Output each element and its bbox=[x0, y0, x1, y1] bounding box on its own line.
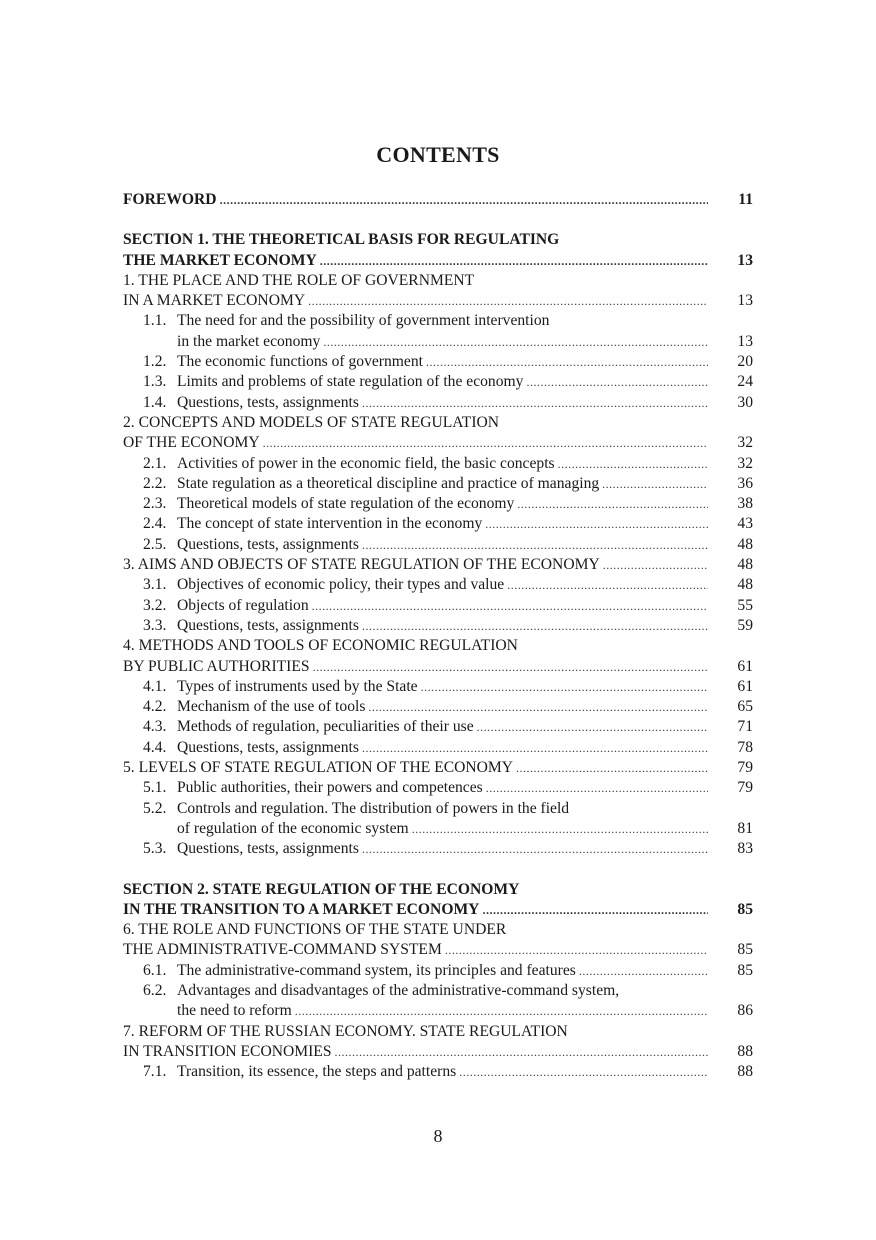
dot-leader bbox=[308, 291, 708, 311]
toc-entry-line: Controls and regulation. The distribution of powers in the field bbox=[177, 799, 570, 817]
toc-subsection-entry[interactable] bbox=[123, 514, 753, 534]
toc-entry-title bbox=[123, 575, 711, 595]
toc-entry-line: FOREWORD bbox=[123, 191, 217, 208]
dot-leader bbox=[426, 352, 708, 372]
toc-entry-line: THE ADMINISTRATIVE-COMMAND SYSTEM bbox=[123, 941, 442, 959]
dot-leader bbox=[313, 657, 708, 677]
toc-entry-line: OF THE ECONOMY bbox=[123, 434, 260, 452]
toc-entry-line: 1. THE PLACE AND THE ROLE OF GOVERNMENT bbox=[123, 271, 475, 289]
toc-page-number: 48 bbox=[737, 556, 753, 574]
toc-entry-line: the need to reform bbox=[177, 1002, 292, 1020]
toc-entry-title bbox=[123, 454, 711, 474]
toc-entry-line: The concept of state intervention in the economy bbox=[177, 515, 483, 533]
dot-leader bbox=[526, 372, 708, 392]
toc-subsection-entry[interactable] bbox=[123, 352, 753, 372]
toc-entry-line: Public authorities, their powers and competences bbox=[177, 779, 483, 797]
toc-entry-line: THE MARKET ECONOMY bbox=[123, 251, 317, 269]
toc-page-number: 71 bbox=[737, 718, 753, 736]
dot-leader bbox=[312, 596, 708, 616]
toc-entry-title bbox=[123, 636, 711, 677]
toc-page-number: 61 bbox=[737, 677, 753, 695]
dot-leader bbox=[516, 758, 708, 778]
toc-entry-number: 1.4. bbox=[143, 393, 167, 411]
toc-entry-line: Methods of regulation, peculiarities of their use bbox=[177, 718, 474, 736]
dot-leader bbox=[421, 677, 708, 697]
toc-entry-line: IN TRANSITION ECONOMIES bbox=[123, 1042, 332, 1060]
toc-page-number: 30 bbox=[737, 393, 753, 411]
toc-entry-title bbox=[123, 535, 711, 555]
dot-leader bbox=[362, 535, 708, 555]
toc-page-number: 59 bbox=[737, 616, 753, 634]
page-number: 8 bbox=[433, 1126, 443, 1146]
toc-page-number: 85 bbox=[737, 900, 753, 918]
toc-subsection-entry[interactable] bbox=[123, 372, 753, 392]
dot-leader bbox=[362, 839, 708, 859]
toc-entry-title bbox=[123, 717, 711, 737]
toc-entry-line: IN THE TRANSITION TO A MARKET ECONOMY bbox=[123, 900, 480, 918]
dot-leader bbox=[320, 251, 708, 271]
toc-entry-title bbox=[123, 981, 711, 1022]
toc-subsection-entry[interactable] bbox=[123, 311, 753, 352]
toc-subsection-entry[interactable] bbox=[123, 738, 753, 758]
toc-entry-number: 2.1. bbox=[143, 454, 167, 472]
toc-entry-line: Transition, its essence, the steps and patterns bbox=[177, 1063, 457, 1081]
toc-entry-number: 2.2. bbox=[143, 474, 167, 492]
dot-leader bbox=[335, 1042, 709, 1062]
toc-entry-line: Questions, tests, assignments bbox=[177, 535, 359, 553]
toc-entry-line: 3. AIMS AND OBJECTS OF STATE REGULATION OF THE ECONOMY bbox=[123, 556, 600, 574]
toc-chapter-entry[interactable] bbox=[123, 920, 753, 961]
toc-entry-title bbox=[123, 596, 711, 616]
dot-leader bbox=[323, 332, 708, 352]
dot-leader bbox=[362, 616, 708, 636]
toc-entry-title bbox=[123, 677, 711, 697]
toc-entry-line: 6. THE ROLE AND FUNCTIONS OF THE STATE UNDER bbox=[123, 921, 507, 939]
toc-entry-number: 5.2. bbox=[143, 799, 167, 817]
toc-page-number: 85 bbox=[737, 941, 753, 959]
dot-leader bbox=[368, 697, 708, 717]
toc-subsection-entry[interactable] bbox=[123, 535, 753, 555]
toc-entry-title bbox=[123, 778, 711, 798]
toc-entry-title bbox=[123, 474, 711, 494]
toc-chapter-entry[interactable] bbox=[123, 758, 753, 778]
dot-leader bbox=[485, 514, 708, 534]
toc-entry-title bbox=[123, 190, 711, 210]
toc-entry-line: SECTION 1. THE THEORETICAL BASIS FOR REGULATING bbox=[123, 231, 560, 249]
toc-subsection-entry[interactable] bbox=[123, 799, 753, 840]
toc-entry-number: 4.3. bbox=[143, 718, 167, 736]
toc-page-number: 81 bbox=[737, 819, 753, 837]
toc-entry-line: The need for and the possibility of government intervention bbox=[177, 312, 550, 330]
toc-chapter-entry[interactable] bbox=[123, 1022, 753, 1063]
toc-entry-title bbox=[123, 1022, 711, 1063]
toc-entry-title bbox=[123, 352, 711, 372]
toc-entry-number: 2.4. bbox=[143, 515, 167, 533]
toc-entry-line: State regulation as a theoretical discipline and practice of managing bbox=[177, 474, 600, 492]
toc-page-number: 11 bbox=[738, 191, 753, 208]
toc-page-number: 86 bbox=[737, 1002, 753, 1020]
toc-page-number: 79 bbox=[737, 779, 753, 797]
toc-entry-line: Limits and problems of state regulation of the economy bbox=[177, 373, 524, 391]
toc-entry-line: 5. LEVELS OF STATE REGULATION OF THE ECONOMY bbox=[123, 759, 514, 777]
toc-entry-title bbox=[123, 616, 711, 636]
dot-leader bbox=[362, 738, 708, 758]
table-of-contents bbox=[123, 190, 753, 1082]
dot-leader bbox=[477, 717, 708, 737]
toc-entry-title bbox=[123, 839, 711, 859]
toc-entry-number: 5.1. bbox=[143, 779, 167, 797]
toc-page-number: 24 bbox=[737, 373, 753, 391]
dot-leader bbox=[579, 961, 708, 981]
toc-subsection-entry[interactable] bbox=[123, 981, 753, 1022]
toc-subsection-entry[interactable] bbox=[123, 778, 753, 798]
toc-entry-title bbox=[123, 311, 711, 352]
toc-entry-title bbox=[123, 880, 711, 921]
toc-entry-line: Objectives of economic policy, their types and value bbox=[177, 576, 505, 594]
toc-entry-line: 7. REFORM OF THE RUSSIAN ECONOMY. STATE REGULATION bbox=[123, 1022, 568, 1040]
dot-leader bbox=[362, 393, 708, 413]
dot-leader bbox=[558, 454, 708, 474]
toc-entry-title bbox=[123, 1062, 711, 1082]
toc-page-number: 43 bbox=[737, 515, 753, 533]
toc-entry-line: Types of instruments used by the State bbox=[177, 677, 418, 695]
toc-entry-line: Questions, tests, assignments bbox=[177, 393, 359, 411]
toc-entry-line: Mechanism of the use of tools bbox=[177, 698, 366, 716]
dot-leader bbox=[486, 778, 708, 798]
toc-entry-line: of regulation of the economic system bbox=[177, 819, 409, 837]
toc-page-number: 65 bbox=[737, 698, 753, 716]
toc-entry-title bbox=[123, 555, 711, 575]
toc-entry-number: 6.1. bbox=[143, 961, 167, 979]
toc-subsection-entry[interactable] bbox=[123, 393, 753, 413]
toc-page-number: 13 bbox=[737, 251, 753, 269]
toc-page-number: 36 bbox=[737, 474, 753, 492]
toc-page-number: 13 bbox=[737, 332, 753, 350]
toc-entry-title bbox=[123, 758, 711, 778]
toc-chapter-entry[interactable] bbox=[123, 271, 753, 312]
dot-leader bbox=[482, 900, 708, 920]
toc-page-number: 20 bbox=[737, 353, 753, 371]
dot-leader bbox=[517, 494, 708, 514]
toc-subsection-entry[interactable] bbox=[123, 474, 753, 494]
toc-chapter-entry[interactable] bbox=[123, 636, 753, 677]
dot-leader bbox=[602, 474, 708, 494]
toc-entry-line: Questions, tests, assignments bbox=[177, 840, 359, 858]
toc-section-entry[interactable] bbox=[123, 190, 753, 210]
toc-entry-number: 4.2. bbox=[143, 698, 167, 716]
toc-entry-number: 4.4. bbox=[143, 738, 167, 756]
toc-chapter-entry[interactable] bbox=[123, 555, 753, 575]
toc-entry-title bbox=[123, 697, 711, 717]
toc-page-number: 13 bbox=[737, 292, 753, 310]
toc-subsection-entry[interactable] bbox=[123, 454, 753, 474]
toc-entry-number: 1.3. bbox=[143, 373, 167, 391]
toc-entry-line: 2. CONCEPTS AND MODELS OF STATE REGULATION bbox=[123, 413, 500, 431]
dot-leader bbox=[220, 190, 708, 210]
toc-section-entry[interactable] bbox=[123, 230, 753, 271]
toc-entry-number: 2.5. bbox=[143, 535, 167, 553]
toc-entry-line: SECTION 2. STATE REGULATION OF THE ECONOMY bbox=[123, 880, 520, 898]
toc-entry-title bbox=[123, 920, 711, 961]
toc-entry-line: Questions, tests, assignments bbox=[177, 738, 359, 756]
toc-entry-number: 1.2. bbox=[143, 353, 167, 371]
toc-entry-title bbox=[123, 494, 711, 514]
toc-chapter-entry[interactable] bbox=[123, 413, 753, 454]
toc-subsection-entry[interactable] bbox=[123, 717, 753, 737]
toc-entry-line: Activities of power in the economic field, the basic concepts bbox=[177, 454, 555, 472]
toc-entry-title bbox=[123, 799, 711, 840]
toc-page-number: 32 bbox=[737, 434, 753, 452]
toc-entry-line: BY PUBLIC AUTHORITIES bbox=[123, 657, 310, 675]
toc-page-number: 78 bbox=[737, 738, 753, 756]
toc-entry-line: Objects of regulation bbox=[177, 596, 309, 614]
toc-entry-title bbox=[123, 393, 711, 413]
toc-entry-title bbox=[123, 372, 711, 392]
toc-entry-number: 5.3. bbox=[143, 840, 167, 858]
toc-page-number: 88 bbox=[737, 1063, 753, 1081]
toc-entry-line: 4. METHODS AND TOOLS OF ECONOMIC REGULATION bbox=[123, 637, 518, 655]
dot-leader bbox=[412, 819, 708, 839]
toc-subsection-entry[interactable] bbox=[123, 494, 753, 514]
toc-entry-line: Questions, tests, assignments bbox=[177, 616, 359, 634]
toc-entry-number: 2.3. bbox=[143, 495, 167, 513]
dot-leader bbox=[507, 575, 708, 595]
toc-page-number: 79 bbox=[737, 759, 753, 777]
dot-leader bbox=[295, 1001, 708, 1021]
toc-page-number: 61 bbox=[737, 657, 753, 675]
toc-entry-line: in the market economy bbox=[177, 332, 321, 350]
toc-entry-line: Theoretical models of state regulation of the economy bbox=[177, 495, 515, 513]
toc-page-number: 48 bbox=[737, 576, 753, 594]
toc-subsection-entry[interactable] bbox=[123, 575, 753, 595]
toc-entry-number: 4.1. bbox=[143, 677, 167, 695]
toc-subsection-entry[interactable] bbox=[123, 839, 753, 859]
dot-leader bbox=[603, 555, 708, 575]
toc-entry-number: 3.2. bbox=[143, 596, 167, 614]
toc-entry-number: 3.3. bbox=[143, 616, 167, 634]
toc-entry-line: IN A MARKET ECONOMY bbox=[123, 292, 306, 310]
toc-entry-title bbox=[123, 514, 711, 534]
toc-entry-title bbox=[123, 413, 711, 454]
toc-entry-number: 6.2. bbox=[143, 981, 167, 999]
page-title: CONTENTS bbox=[376, 142, 500, 167]
toc-page-number: 55 bbox=[737, 596, 753, 614]
toc-entry-number: 3.1. bbox=[143, 576, 167, 594]
toc-subsection-entry[interactable] bbox=[123, 961, 753, 981]
toc-entry-number: 1.1. bbox=[143, 312, 167, 330]
dot-leader bbox=[445, 940, 708, 960]
toc-section-entry[interactable] bbox=[123, 880, 753, 921]
toc-entry-number: 7.1. bbox=[143, 1063, 167, 1081]
toc-page-number: 83 bbox=[737, 840, 753, 858]
toc-page-number: 38 bbox=[737, 495, 753, 513]
toc-page-number: 85 bbox=[737, 961, 753, 979]
toc-entry-title bbox=[123, 271, 711, 312]
toc-page-number: 88 bbox=[737, 1042, 753, 1060]
toc-subsection-entry[interactable] bbox=[123, 697, 753, 717]
toc-subsection-entry[interactable] bbox=[123, 616, 753, 636]
toc-entry-line: The economic functions of government bbox=[177, 353, 423, 371]
toc-entry-title bbox=[123, 738, 711, 758]
toc-entry-line: Advantages and disadvantages of the administrative-command system, bbox=[177, 981, 620, 999]
toc-page-number: 48 bbox=[737, 535, 753, 553]
toc-page-number: 32 bbox=[737, 454, 753, 472]
toc-subsection-entry[interactable] bbox=[123, 677, 753, 697]
toc-entry-title bbox=[123, 230, 711, 271]
toc-entry-title bbox=[123, 961, 711, 981]
toc-subsection-entry[interactable] bbox=[123, 1062, 753, 1082]
toc-entry-line: The administrative-command system, its principles and features bbox=[177, 961, 576, 979]
dot-leader bbox=[459, 1062, 708, 1082]
toc-subsection-entry[interactable] bbox=[123, 596, 753, 616]
dot-leader bbox=[263, 433, 708, 453]
